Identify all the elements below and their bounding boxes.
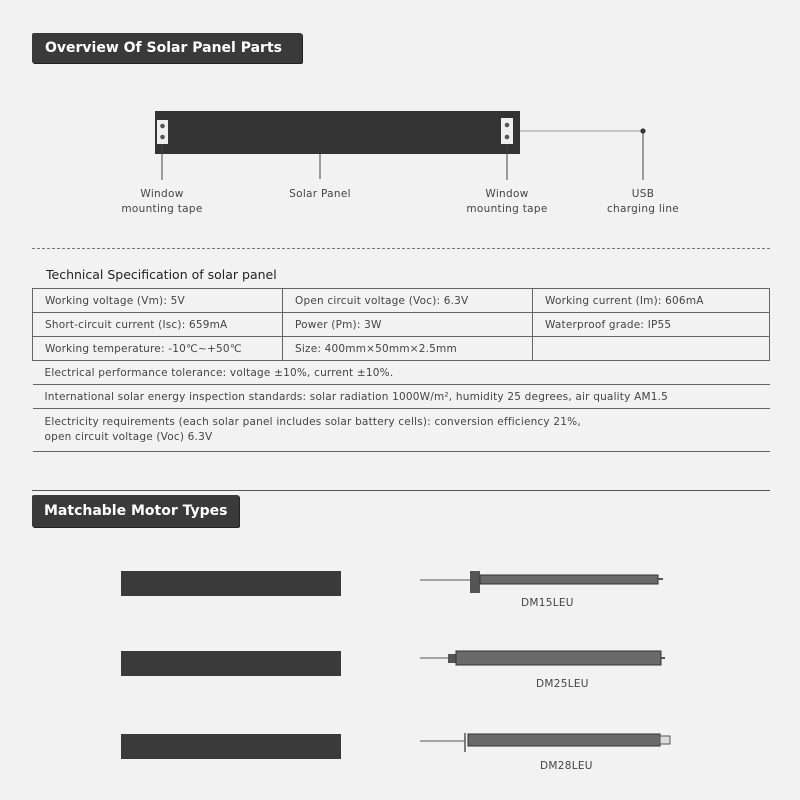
motor-dm25leu	[420, 651, 665, 665]
spec-cell: Working voltage (Vm): 5V	[33, 289, 283, 313]
spec-electricity: Electricity requirements (each solar panel includes solar battery cells): conversion efficiency 21%, open circuit voltage (Voc) 6.3V	[33, 409, 770, 452]
label-solar-panel: Solar Panel	[289, 188, 351, 200]
spec-cell: Short-circuit current (Isc): 659mA	[33, 313, 283, 337]
label-right-mounting-tape: Window mounting tape	[466, 188, 548, 215]
spec-title: Technical Specification of solar panel	[46, 267, 277, 282]
spec-cell: Open circuit voltage (Voc): 6.3V	[283, 289, 533, 313]
spec-cell: Working current (Im): 606mA	[533, 289, 770, 313]
spec-standards: International solar energy inspection standards: solar radiation 1000W/m², humidity 25 degrees, air quality AM1.5	[33, 385, 770, 409]
motor-label: DM15LEU	[521, 597, 574, 609]
motor-dm15leu	[420, 571, 663, 593]
spec-cell: Size: 400mm×50mm×2.5mm	[283, 337, 533, 361]
spec-tolerance: Electrical performance tolerance: voltage ±10%, current ±10%.	[33, 361, 770, 385]
spec-cell: Working temperature: -10℃~+50℃	[33, 337, 283, 361]
label-left-mounting-tape: Window mounting tape	[121, 188, 203, 215]
motor-label: DM25LEU	[536, 678, 589, 690]
section-title-motor-types: Matchable Motor Types	[32, 495, 239, 527]
motor-label: DM28LEU	[540, 760, 593, 772]
spec-cell: Power (Pm): 3W	[283, 313, 533, 337]
label-usb-charging-line: USB charging line	[606, 188, 680, 215]
section-title-solar-panel-parts: Overview Of Solar Panel Parts	[32, 33, 302, 63]
spec-cell: Waterproof grade: IP55	[533, 313, 770, 337]
motor-dm28leu	[420, 733, 670, 752]
